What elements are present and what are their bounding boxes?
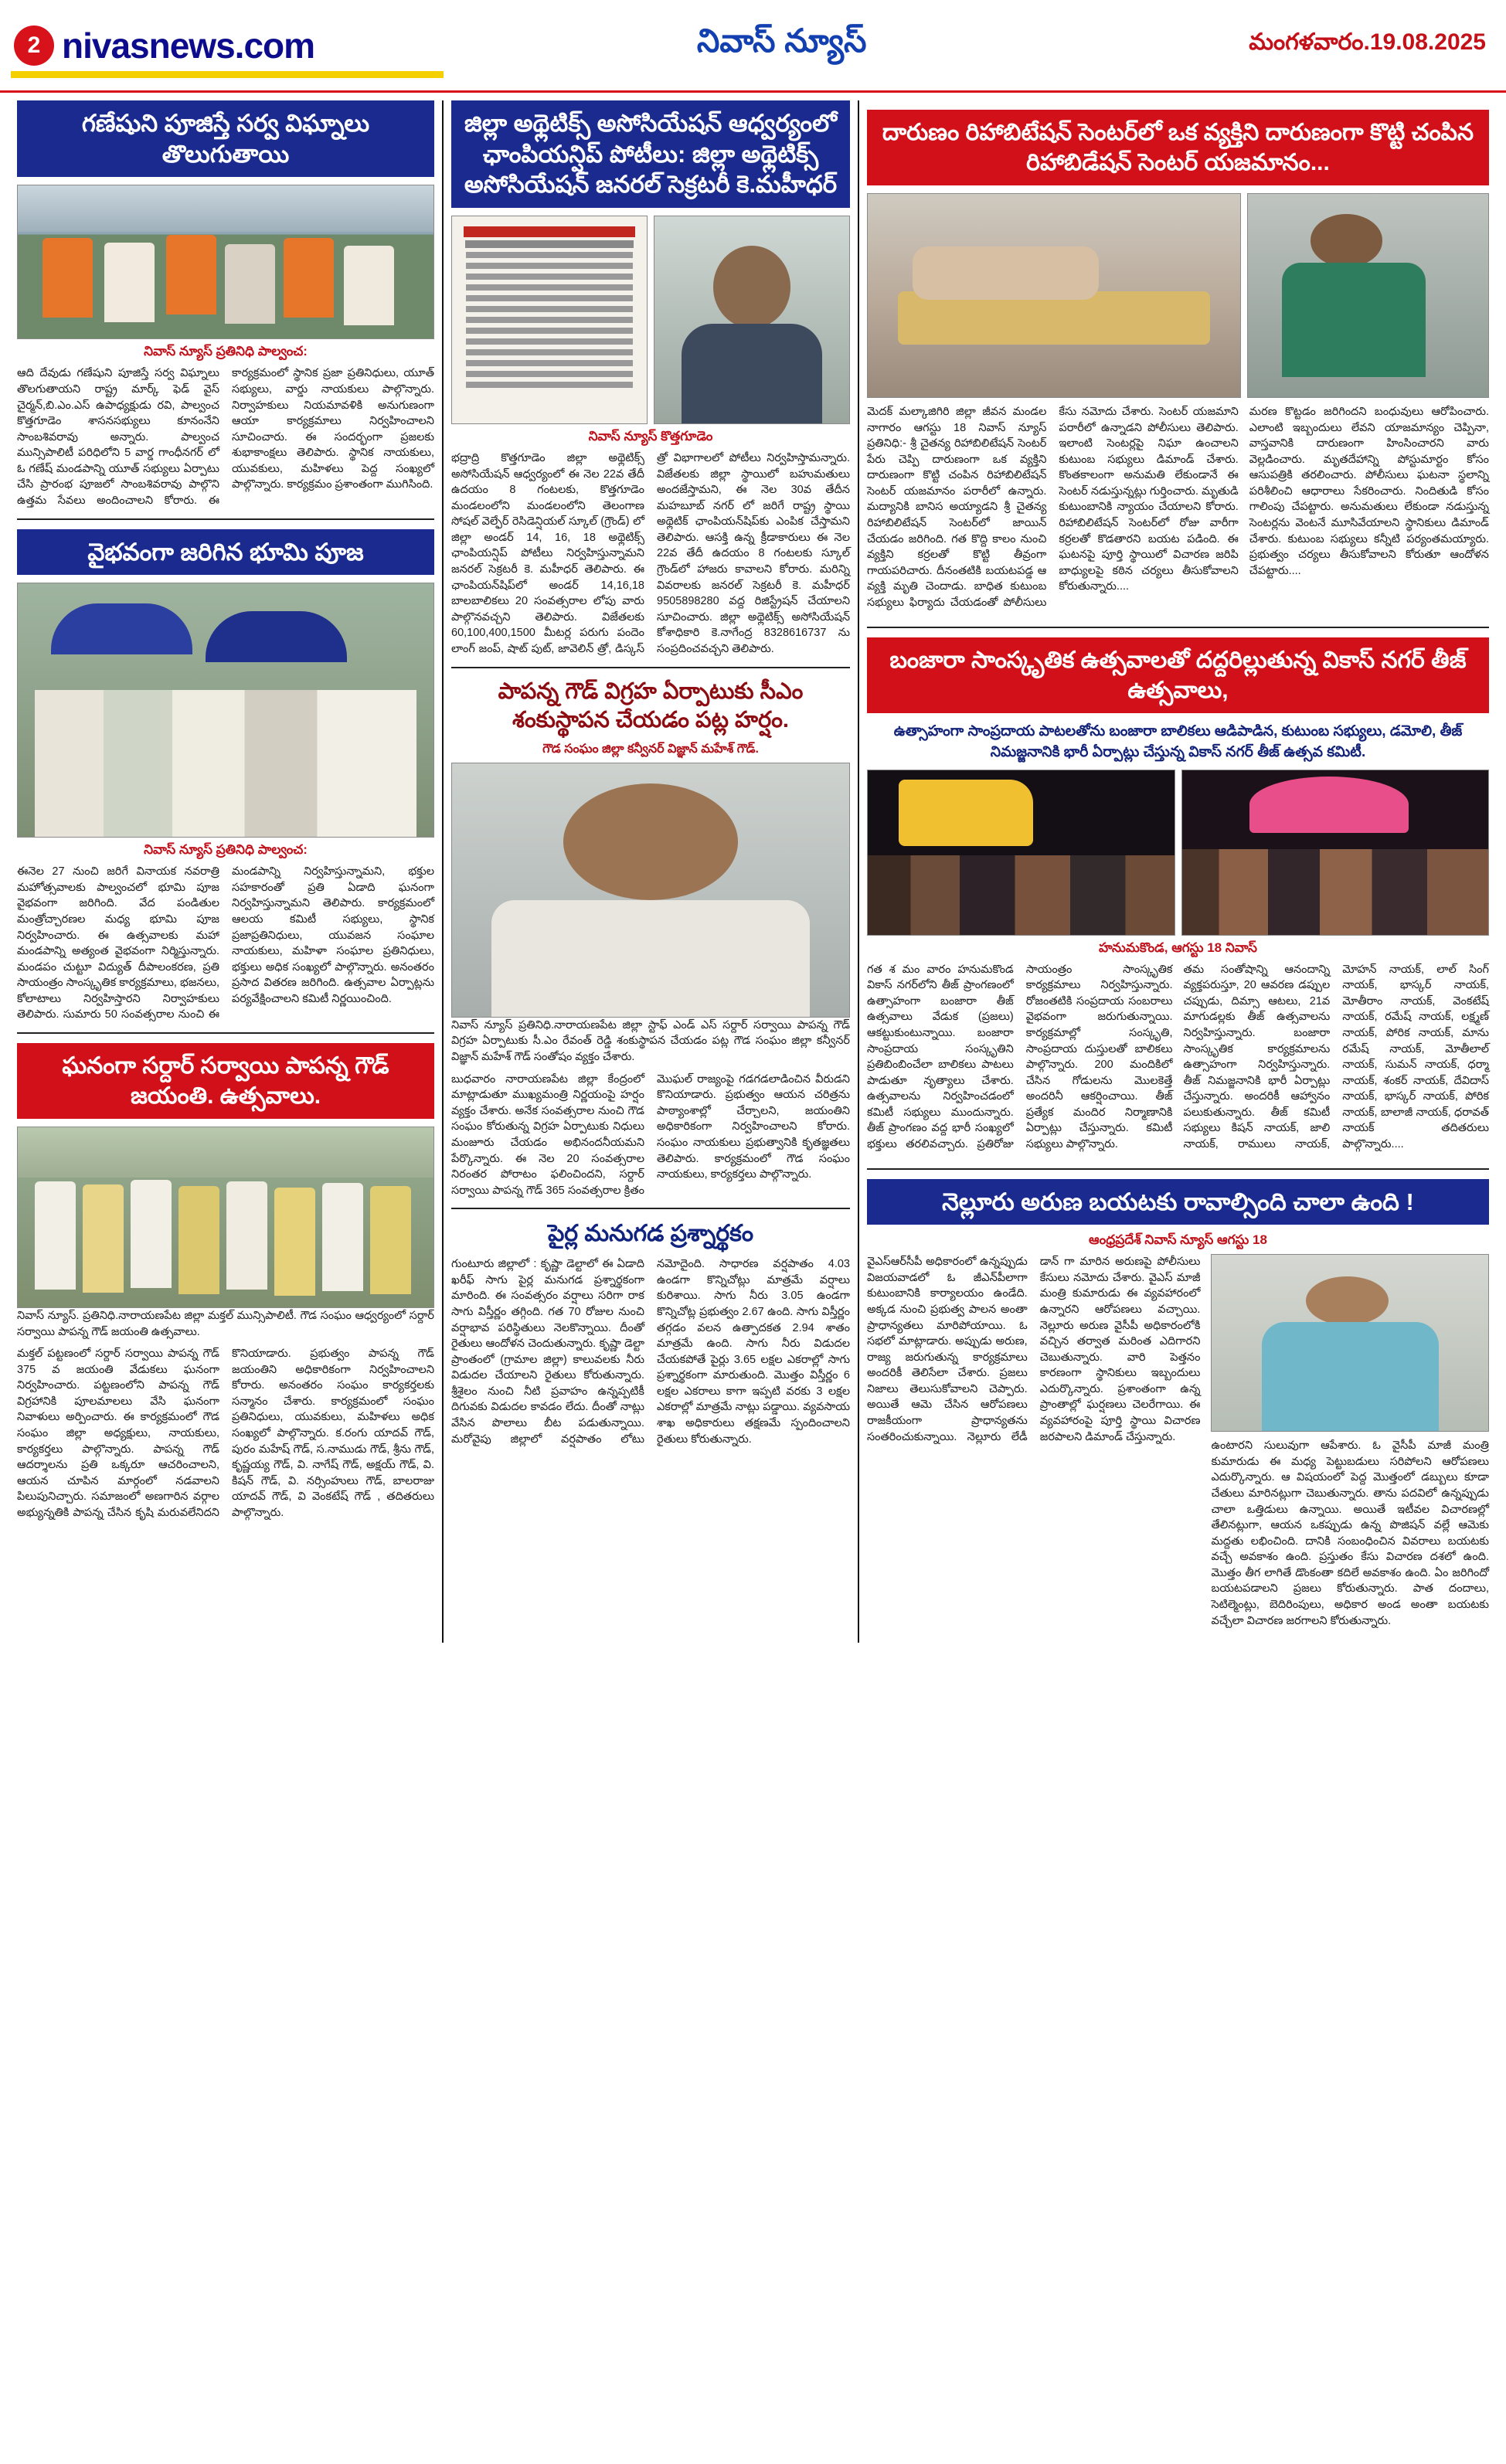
photo-bhoomi-puja xyxy=(17,583,434,838)
headline-bhoomi-puja: వైభవంగా జరిగిన భూమి పూజ xyxy=(17,529,434,576)
page-number-badge: 2 xyxy=(14,25,54,66)
article-athletics xyxy=(451,100,850,658)
body-papanna-statue: బుధవారం నారాయణపేట జిల్లా కేంద్రంలో మాట్లాడుతూ ముఖ్యమంత్రి నిర్ణయంపై హర్షం వ్యక్తం చేశారు. అనేక సంవత్సరాల నుంచి గౌడ సంఘం కోరుతున్న విగ్రహ ఏర్పాటుకు నిధులు మంజూరు చేయడం అభినందనీయమని పేర్కొన్నారు. ఈ నెల 20 సంవత్సరాల నిరంతర పోరాటం ఫలించిందని, సర్దార్ సర్వాయి పాపన్న గౌడ్ 365 సంవత్సరాల క్రితం మొఘల్ రాజ్యంపై గడగడలాడించిన వీరుడని కొనియాడారు. ప్రభుత్వం ఆయన చరిత్రను పాఠ్యాంశాల్లో చేర్చాలని, జయంతిని అధికారికంగా నిర్వహించాలని కోరారు. సంఘం నాయకులు ప్రభుత్వానికి కృతజ్ఞతలు తెలిపారు. కార్యక్రమంలో గౌడ సంఘం నాయకులు, కార్యకర్తలు పాల్గొన్నారు. xyxy=(451,1072,850,1197)
caption-nellore-aruna: ఆంధ్రప్రదేశ్ నివాస్ న్యూస్ ఆగస్టు 18 xyxy=(1089,1232,1267,1248)
brand-underline xyxy=(11,71,444,78)
photo-teej-celebration-1 xyxy=(867,770,1175,936)
article-bhoomi-puja xyxy=(17,529,434,1023)
caption-teej: హనుమకొండ, ఆగస్టు 18 నివాస్ xyxy=(1099,940,1257,955)
article-papanna-jayanti xyxy=(17,1043,434,1521)
headline-papanna-jayanti: ఘనంగా సర్దార్ సర్వాయి పాపన్న గౌడ్ జయంతి. ఉత్సవాలు. xyxy=(17,1043,434,1119)
article-crops xyxy=(451,1218,850,1447)
photo-nellore-aruna xyxy=(1211,1254,1489,1432)
body-nellore-left: వైఎస్ఆర్‌సీపీ అధికారంలో ఉన్నప్పుడు విజయవాడలో ఓ జీఎన్‌పీలాగా కుటుంబానికి కార్యాలయం ఉండేది. అక్కడ నుంచి ప్రభుత్వ పాలన అంతా ప్రాధాన్యతలు మారిపోయాయి. ఓ సభలో మాట్లాడారు. అప్పుడు అరుణ, రాజ్య జరుగుతున్న కార్యక్రమాలు అందరికీ తెలిసేలా చేశారు. ప్రజలు నిజాలు తెలుసుకోవాలని చెప్పారు. అయితే ఆమె చేసిన ఆరోపణలు రాజకీయంగా ప్రాధాన్యతను సంతరించుకున్నాయి. నెల్లూరు లేడీ డాన్ గా మారిన అరుణపై పోలీసులు కేసులు నమోదు చేశారు. వైఎస్ మాజీ మంత్రి కుమారుడు ఈ వ్యవహారంలో ఉన్నారని ఆరోపణలు వచ్చాయి. నెల్లూరు అరుణ వైసీపీ అధికారంలోకి వచ్చిన తర్వాత మరింత ఎదిగారని చెబుతున్నారు. వారి పెత్తనం కారణంగా స్థానికులు ఇబ్బందులు ఎదుర్కొన్నారు. ప్రశాంతంగా ఉన్న ప్రాంతాల్లో ఘర్షణలు చెలరేగాయి. ఈ వ్యవహారంపై పూర్తి స్థాయి విచారణ జరపాలని డిమాండ్ చేస్తున్నారు. xyxy=(867,1256,1201,1443)
body-teej-left: గత శ మం వారం హనుమకొండ వికాస్ నగర్‌లోని తీజ్ ప్రాంగణంలో ఉత్సాహంగా బంజారా తీజ్ ఉత్సవాలు వేడుక (ప్రజలు) ఆకట్టుకుంటున్నాయి. బంజారా సాంప్రదాయ సంస్కృతిని ప్రతిబింబించేలా బాలికలు పాటలు పాడుతూ నృత్యాలు చేశారు. ఉత్సవాలను నిర్వహించడంలో కమిటీ సభ్యులు ముందున్నారు. తీజ్ ప్రాంగణం వద్ద భారీ సంఖ్యలో భక్తులు తరలివచ్చారు. ప్రతిరోజు సాయంత్రం సాంస్కృతిక కార్యక్రమాలు నిర్వహిస్తున్నారు. రోజంతటికి సంప్రదాయ సంబరాలు వైభవంగా జరుగుతున్నాయి. కార్యక్రమాల్లో సంస్కృతి, సాంప్రదాయ దుస్తులతో బాలికలు పాల్గొన్నారు. 200 మందికిలో చేసిన గోడులను మొలకెత్తే అందరినీ ఆకర్షించాయి. తీజ్ ప్రత్యేక మందిర నిర్మాణానికి ఏర్పాట్లు చేస్తున్నారు. కమిటీ సభ్యులు పాల్గొన్నారు. xyxy=(867,963,1173,1150)
divider-2 xyxy=(17,1032,434,1034)
article-ganesh xyxy=(17,100,434,509)
body-athletics: భద్రాద్రి కొత్తగూడెం జిల్లా అథ్లెటిక్స్ అసోసియేషన్ ఆధ్వర్యంలో ఈ నెల 22వ తేదీ ఉదయం 8 గంటలకు, కొత్తగూడెం మండలంలోని మండలంలోని తెలంగాణ సోషల్ వెల్ఫేర్ రెసిడెన్షియల్ స్కూల్ (గ్రౌండ్) లో జిల్లా అండర్ 14, 16, 18 అథ్లెటిక్స్ ఛాంపియన్షిప్ పోటీలు నిర్వహిస్తున్నామని జనరల్ సెక్రటరీ కె. మహీధర్ తెలిపారు. ఈ ఛాంపియన్‌షిప్‌లో అండర్ 14,16,18 బాలబాలికలు 20 సంవత్సరాల లోపు వారు పాల్గొనవచ్చని తెలిపారు. విజేతలకు 60,100,400,1500 మీటర్ల పరుగు పందెం లాంగ్ జంప్, షాట్ పుట్, జావెలిన్ త్రో, డిస్కస్ త్రో విభాగాలలో పోటీలు నిర్వహిస్తామన్నారు. విజేతలకు జిల్లా స్థాయిలో బహుమతులు అందజేస్తామని, ఈ నెల 30వ తేదీన మహబూబ్ నగర్ లో జరిగే రాష్ట్ర స్థాయి అథ్లెటిక్ ఛాంపియన్‌షిప్‌కు ఎంపిక చేస్తామని తెలిపారు. ఆసక్తి ఉన్న క్రీడాకారులు ఈ నెల 22వ తేదీ ఉదయం 8 గంటలకు స్కూల్ గ్రౌండ్‌లో హాజరు కావాలని కోరారు. మరిన్ని వివరాలకు జనరల్ సెక్రటరీ కె. మహీధర్ 9505898280 వద్ద రిజిస్ట్రేషన్ చేయాలని సూచించారు. జిల్లా అథ్లెటిక్స్ అసోసియేషన్ కోశాధికారి కె.నాగేంద్ర 8328616737 ను సంప్రదించవచ్చని తెలిపారు. xyxy=(451,452,850,655)
subhead-teej: ఉత్సాహంగా సాంప్రదాయ పాటలతోను బంజారా బాలికలు ఆడిపాడిన, కుటుంబ సభ్యులు, డమోలి, తీజ్ నిమజ్జనానికి భారీ ఏర్పాట్లు చేస్తున్న వికాస్ నగర్ తీజ్ ఉత్సవ కమిటీ. xyxy=(893,722,1463,761)
masthead xyxy=(0,0,1506,93)
page-columns xyxy=(0,93,1506,1658)
headline-papanna-statue: పాపన్న గౌడ్ విగ్రహ ఏర్పాటుకు సీఎం శంకుస్థాపన చేయడం పట్ల హర్షం. xyxy=(498,678,804,733)
caption-papanna-jayanti: నివాస్ న్యూస్. ప్రతినిధి.నారాయణపేట జిల్లా మక్తల్ మున్సిపాలిటీ. గౌడ సంఘం ఆధ్వర్యంలో సర్దార్ సర్వాయి పాపన్న గౌడ్ జయంతి ఉత్సవాలు. xyxy=(17,1310,434,1338)
headline-athletics: జిల్లా అథ్లెటిక్స్ అసోసియేషన్ ఆధ్వర్యంలో ఛాంపియన్షిప్ పోటీలు: జిల్లా అథ్లెటిక్స్ అసోసియేషన్ జనరల్ సెక్రటరీ కె.మహీధర్ xyxy=(451,100,850,208)
divider-3 xyxy=(451,667,850,668)
photo-row-teej xyxy=(867,770,1489,936)
body-crops: గుంటూరు జిల్లాలో : కృష్ణా డెల్టాలో ఈ ఏడాది ఖరీఫ్ సాగు పైర్ల మనుగడ ప్రశ్నార్థకంగా మారింది. ఈ సంవత్సరం వర్షాలు సరిగా రాక సాగు విస్తీర్ణం తగ్గింది. గత 70 రోజుల నుంచి వర్షాభావ పరిస్థితులు నెలకొన్నాయి. దీంతో రైతులు ఆందోళన చెందుతున్నారు. కృష్ణా డెల్టా ప్రాంతంలో (గ్రామాల జిల్లా) కాలువలకు నీరు విడుదల చేయాలని రైతులు కోరుతున్నారు. శ్రీశైలం నుంచి నీటి ప్రవాహం ఉన్నప్పటికీ దిగువకు విడుదల కావడం లేదు. దీంతో నాట్లు వేసిన పొలాలు బీట పడుతున్నాయి. మరోవైపు జిల్లాలో వర్షపాతం లోటు నమోదైంది. సాధారణ వర్షపాతం 4.03 ఉండగా కొన్నిచోట్లు మాత్రమే వర్షాలు కురిశాయి. సాగు నీరు 3.05 ఉండగా కొన్నిచోట్ల ప్రభుత్వం 2.67 ఉంది. సాగు విస్తీర్ణం తగ్గడం వలన ఉత్పాదకత 2.94 శాతం మాత్రమే ఉంది. సాగు నీరు విడుదల చేయకపోతే పైర్లు 3.65 లక్షల ఎకరాల్లో సాగు ప్రశ్నార్థకంగా మారుతుంది. మొత్తం విస్తీర్ణం 6 లక్షల ఎకరాలు కాగా ఇప్పటి వరకు 3 లక్షల ఎకరాల్లో మాత్రమే నాట్లు పడ్డాయి. వ్యవసాయ శాఖ అధికారులు తక్షణమే స్పందించాలని రైతులు కోరుతున్నారు. xyxy=(451,1258,850,1446)
article-teej xyxy=(867,637,1489,1159)
headline-ganesh: గణేషుని పూజిస్తే సర్వ విఘ్నాలు తొలుగుతాయి xyxy=(17,100,434,177)
headline-rehab: దారుణం రిహాబిటేషన్ సెంటర్‌లో ఒక వ్యక్తిని దారుణంగా కొట్టి చంపిన రిహాబిడేషన్ సెంటర్ యజమానం... xyxy=(867,110,1489,185)
column-3 xyxy=(859,100,1497,1643)
photo-ganesh-crowd xyxy=(17,185,434,339)
brand-title: nivasnews.com xyxy=(62,25,315,66)
doc-title-text xyxy=(457,402,647,420)
caption-papanna-statue: నివాస్ న్యూస్ ప్రతినిధి.నారాయణపేట జిల్లా స్టాఫ్ ఎండ్ ఎస్ సర్దార్ సర్వాయి పాపన్న గౌడ్ విగ్రహ ఏర్పాటుకు సీ.ఎం రేవంత్ రెడ్డి శంకుస్థాపన చేయడం పట్ల గౌడ సంఘం జిల్లా కన్వీనర్ విజ్ఞాన్ మహేశ్ గౌడ్ సంతోషం వ్యక్తం చేశారు. xyxy=(451,1018,850,1064)
headline-teej: బంజారా సాంస్కృతిక ఉత్సవాలతో దద్దరిల్లుతున్న వికాస్ నగర్ తీజ్ ఉత్సవాలు, xyxy=(867,637,1489,713)
column-2 xyxy=(442,100,859,1643)
photo-papanna-statue-leader xyxy=(451,763,850,1018)
photo-teej-celebration-2 xyxy=(1181,770,1490,936)
body-bhoomi-puja: ఈనెల 27 నుంచి జరిగే వినాయక నవరాత్రి మహోత్సవాలకు పాల్వంచలో భూమి పూజ వైభవంగా జరిగింది. వేద పండితుల మంత్రోచ్చారణల మధ్య భూమి పూజ నిర్వహించారు. ఈ ఉత్సవాలకు మహా మండపాన్ని అత్యంత వైభవంగా నిర్మిస్తున్నారు. మండపం చుట్టూ విద్యుత్ దీపాలంకరణ, ప్రతి సాయంత్రం సాంస్కృతిక కార్యక్రమాలు, భజనలు, కోలాటాలు నిర్వహిస్తారని నిర్వాహకులు తెలిపారు. సుమారు 50 సంవత్సరాల నుంచి ఈ మండపాన్ని నిర్వహిస్తున్నామని, భక్తుల సహకారంతో ప్రతి ఏడాది ఘనంగా నిర్వహిస్తున్నామని తెలిపారు. కార్యక్రమంలో ఆలయ కమిటీ సభ్యులు, స్థానిక ప్రజాప్రతినిధులు, యువజన సంఘాల నాయకులు, మహిళా సంఘాల ప్రతినిధులు, భక్తులు అధిక సంఖ్యలో పాల్గొన్నారు. అనంతరం ప్రసాద వితరణ జరిగింది. ఉత్సవాల ఏర్పాట్లను పర్యవేక్షించాలని కమిటీ నిర్ణయించింది. xyxy=(17,865,434,1021)
photo-athletics-notice xyxy=(451,216,648,424)
caption-bhoomi-puja: నివాస్ న్యూస్ ప్రతినిధి పాల్వంచ: xyxy=(144,842,308,858)
article-nellore-aruna xyxy=(867,1179,1489,1636)
photo-row-rehab xyxy=(867,193,1489,398)
body-teej-right: తమ సంతోషాన్ని ఆనందాన్ని వ్యక్తపరుస్తూ, 20 ఆవరణ డప్పుల చప్పుడు, దిమ్సా ఆటలు, 21వ మాగుడల్లకు తీజ్ ఉత్సవాలను నిర్వహిస్తున్నారు. బంజారా సాంస్కృతిక కార్యక్రమాలను ఉత్సాహంగా నిర్వహిస్తున్నారు. తీజ్ నిమజ్జనానికి భారీ ఏర్పాట్లు చేస్తున్నారు. అందరికీ ఆహ్వానం పలుకుతున్నారు. తీజ్ కమిటీ సభ్యులు కిషన్ నాయక్, జాలి నాయక్, రాములు నాయక్, మోహన్ నాయక్, లాల్ సింగ్ నాయక్, భాస్కర్ నాయక్, మోతీరాం నాయక్, వెంకటేష్ నాయక్, రమేష్ నాయక్, లక్ష్మణ్ నాయక్, పోరిక నాయక్, మాను రమేష్ నాయక్, మోతీలాల్ నాయక్, సుమన్ నాయక్, ధర్మా నాయక్, శంకర్ నాయక్, దేవిదాస్ నాయక్, భాస్కర్ నాయక్, పోరిక నాయక్, బాలాజీ నాయక్, ధరావత్ నాయక్ తదితరులు పాల్గొన్నారు.... xyxy=(1183,963,1489,1150)
photo-row-athletics xyxy=(451,216,850,424)
caption-athletics: నివాస్ న్యూస్ కొత్తగూడెం xyxy=(588,429,713,444)
masthead-date: మంగళవారం.19.08.2025 xyxy=(1249,29,1486,55)
rehab-text-columns xyxy=(867,404,1489,617)
body-ganesh: ఆది దేవుడు గణేషుని పూజిస్తే సర్వ విఘ్నాలు తొలగుతాయని రాష్ట్ర మార్క్ ఫెడ్ వైస్ చైర్మన్,బి.ఎం.ఎస్ ఉపాధ్యక్షుడు రవి, పాల్వంచ కొత్తగూడెం శాసనసభ్యులు కూనంనేని సాంబశివరావు అన్నారు. పాల్వంచ మున్సిపాలిటీ పరిధిలోని 5 వార్డ గాంధీనగర్ లో ఓ గణేష్ మండపాన్ని యూత్ సభ్యులు ఏర్పాటు చేసి ప్రారంభ పూజలో సాంబశివరావు పాల్గొని ఉత్తమ సేవలు అందించాలని కోరారు. ఈ కార్యక్రమంలో స్థానిక ప్రజా ప్రతినిధులు, యూత్ సభ్యులు, వార్డు నాయకులు పాల్గొన్నారు. నిర్వాహకులు నియమావళికి అనుగుణంగా ఆయా కార్యక్రమాలు నిర్వహించాలని సూచించారు. ఈ సందర్భంగా ప్రజలకు శుభాకాంక్షలు తెలిపారు. స్థానిక నాయకులు, యువకులు, మహిళలు పెద్ద సంఖ్యలో పాల్గొన్నారు. కార్యక్రమం ప్రశాంతంగా ముగిసింది. xyxy=(17,367,434,507)
photo-papanna-jayanti xyxy=(17,1127,434,1308)
photo-rehab-survivor xyxy=(1247,193,1489,398)
masthead-center-title: నివాస్ న్యూస్ xyxy=(696,22,867,59)
body-rehab-left: మెదక్ మల్కాజిగిరి జిల్లా జీవన మండల నాగారం ఆగస్టు 18 నివాస్ న్యూస్ ప్రతినిధి:- శ్రీ చైతన్య రిహాబిలిటేషన్ సెంటర్ పేరు చెప్పి దారుణంగా ఒక వ్యక్తిని దారుణంగా కొట్టి చంపిన రిహాబిలిటేషన్ సెంటర్ యజమానం పరారీలో ఉన్నారు. మద్యానికి బానిస అయ్యాడని శ్రీ చైతన్య రిహాబిలిటేషన్ సెంటర్‌లో జాయిన్ చేయడం జరిగింది. గత కొద్ది కాలం నుంచి వ్యక్తిని కర్రలతో కొట్టి తీవ్రంగా గాయపరిచారు. దీనంతటికి బయటపడ్డ ఆ వ్యక్తి మృతి చెందాడు. బాధిత కుటుంబ సభ్యులు ఫిర్యాదు చేయడంతో పోలీసులు కేసు నమోదు చేశారు. సెంటర్ యజమాని పరారీలో ఉన్నాడని పోలీసులు తెలిపారు. ఇలాంటి సెంటర్లపై నిఘా ఉంచాలని కుటుంబ సభ్యులు డిమాండ్ చేశారు. కొంతకాలంగా అనుమతి లేకుండానే ఈ సెంటర్ నడుస్తున్నట్లు గుర్తించారు. మృతుడి కుటుంబానికి న్యాయం చేయాలని కోరారు. రిహాబిలిటేషన్ సెంటర్‌లో రోజు వారీగా కర్రలతో కొడతారని బయట పడింది. ఈ ఘటనపై పూర్తి స్థాయిలో విచారణ జరిపి బాధ్యులపై కఠిన చర్యలు తీసుకోవాలని కోరుతున్నారు.... xyxy=(867,406,1239,609)
teej-text-columns xyxy=(867,962,1489,1159)
caption-ganesh: నివాస్ న్యూస్ ప్రతినిధి పాల్వంచ: xyxy=(144,344,308,359)
photo-athletics-secretary xyxy=(654,216,850,424)
body-rehab-right: మరణ కొట్టడం జరిగిందని బంధువులు ఆరోపించారు. ఎలాంటి ఇబ్బందులు లేవని యాజమాన్యం చెప్పినా, వాస్తవానికి దారుణంగా హింసించారని వారు వెల్లడించారు. మృతదేహాన్ని పోస్టుమార్టం కోసం ఆసుపత్రికి తరలించారు. పోలీసులు ఘటనా స్థలాన్ని పరిశీలించి ఆధారాలు సేకరించారు. నిందితుడి కోసం గాలింపు చేపట్టారు. అనుమతులు లేకుండా నడుస్తున్న సెంటర్లను వెంటనే మూసివేయాలని స్థానికులు డిమాండ్ చేశారు. కుటుంబ సభ్యులు కన్నీటి పర్యంతమయ్యారు. ప్రభుత్వం చర్యలు తీసుకోవాలని కోరుతూ ఆందోళన చేపట్టారు.... xyxy=(1249,406,1489,577)
article-rehab xyxy=(867,110,1489,617)
body-papanna-jayanti: మక్తల్ పట్టణంలో సర్దార్ సర్వాయి పాపన్న గౌడ్ 375 వ జయంతి వేడుకలు ఘనంగా నిర్వహించారు. పట్టణంలోని పాపన్న గౌడ్ విగ్రహానికి పూలమాలలు వేసి ఘనంగా నివాళులు అర్పించారు. ఈ కార్యక్రమంలో గౌడ సంఘం జిల్లా అధ్యక్షులు, నాయకులు, కార్యకర్తలు పాల్గొన్నారు. పాపన్న గౌడ్ ఆదర్శాలను ప్రతి ఒక్కరూ ఆచరించాలని, ఆయన చూపిన మార్గంలో నడవాలని పిలుపునిచ్చారు. సమాజంలో అణగారిన వర్గాల అభ్యున్నతికి పాపన్న చేసిన కృషి మరువలేనిదని కొనియాడారు. ప్రభుత్వం పాపన్న గౌడ్ జయంతిని అధికారికంగా నిర్వహించాలని కోరారు. అనంతరం సంఘం కార్యకర్తలకు సన్మానం చేశారు. కార్యక్రమంలో సంఘం ప్రతినిధులు, యువకులు, మహిళలు అధిక సంఖ్యలో పాల్గొన్నారు. క.రంగు యాదవ్ గౌడ్, పురం మహేష్ గౌడ్, స.నాముడు గౌడ్, శ్రీను గౌడ్, కృష్ణయ్య గౌడ్, వి. నాగేష్ గౌడ్, అక్షయ్ గౌడ్, వి. కిషన్ గౌడ్, వి. నర్సింహులు గౌడ్, బాలరాజు యాదవ్ గౌడ్, వి వెంకటేష్ గౌడ్ , తదితరులు పాల్గొన్నారు. xyxy=(17,1348,434,1519)
headline-crops: పైర్ల మనుగడ ప్రశ్నార్థకం xyxy=(547,1221,754,1247)
column-1 xyxy=(9,100,442,1643)
photo-rehab-victim xyxy=(867,193,1241,398)
article-papanna-statue xyxy=(451,678,850,1199)
headline-nellore-aruna: నెల్లూరు అరుణ బయటకు రావాల్సింది చాలా ఉంది ! xyxy=(867,1179,1489,1225)
divider-5 xyxy=(867,627,1489,628)
nellore-right-block xyxy=(1211,1254,1489,1635)
body-nellore-right: ఉంటారని సులువుగా ఆపేశారు. ఓ వైసీపీ మాజీ మంత్రి కుమారుడు ఈ మధ్య పెట్టుబడులు సరిపోలని ఆరోపణలు ఎదుర్కొన్నారు. ఆ విషయంలో పెద్ద మొత్తంలో డబ్బులు కూడా చేతులు మారినట్లుగా చెబుతున్నారు. తాను పదవిలో ఉన్నప్పుడు చాలా ఒత్తిడులు ఉన్నాయి. అయితే ఇటీవల విచారణల్లో తేలినట్లుగా, ఆయన ఒకప్పుడు ఉన్న పొజిషన్ వల్లే ఆమెకు మద్దతు లభించింది. దానికి సంబంధించిన వివరాలు బయటకు వచ్చే అవకాశం ఉంది. ప్రస్తుతం కేసు విచారణ దశలో ఉంది. మొత్తం తీగ లాగితే డొంకంతా కదిలే అవకాశం ఉంది. ఏం జరిగిందో బయటపడాలని ప్రజలు కోరుతున్నారు. పాత దందాలు, సెటిల్మెంట్లు, బెదిరింపులు, అధికార అండ అంతా బయటకు వచ్చేలా విచారణ జరగాలని కోరుతున్నారు. xyxy=(1211,1439,1489,1627)
byline-papanna-statue: గౌడ సంఘం జిల్లా కన్వీనర్ విజ్ఞాన్ మహేశ్ గౌడ్. xyxy=(542,742,759,756)
divider-6 xyxy=(867,1168,1489,1170)
nellore-content xyxy=(867,1254,1489,1635)
divider-4 xyxy=(451,1208,850,1209)
divider-1 xyxy=(17,518,434,520)
